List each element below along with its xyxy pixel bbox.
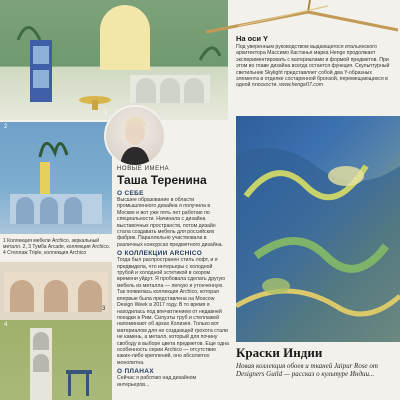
plans-heading: О ПЛАНАХ [117, 368, 154, 376]
portrait-illustration [106, 107, 164, 165]
photo-arcade-shelf [0, 262, 112, 320]
arcade-tumba-illustration [0, 122, 112, 234]
fabric-illustration [236, 116, 400, 342]
photo-number-2: 2 [4, 124, 8, 130]
feature-subheading: Новая коллекция обоев и тканей Jaipur Rose от Designers Guild — рассказ о культуре Индии... [236, 362, 378, 378]
arches-illustration [0, 262, 112, 320]
skylight-lamp-photo [198, 0, 400, 38]
photo-number-4: 4 [4, 322, 8, 328]
collection-heading: О КОЛЛЕКЦИИ ARCHICO [117, 250, 203, 258]
section-kicker: НОВЫЕ ИМЕНА [117, 166, 170, 172]
profile-body [117, 190, 229, 388]
henge-link[interactable]: www.henge07.com [279, 82, 324, 89]
jaipur-rose-fabric-photo [236, 116, 400, 342]
plans-text: Сейчас я работаю над дизайном интерьеров... [117, 375, 197, 388]
photo-number-1: 1 [104, 110, 108, 116]
lamp-illustration [198, 0, 400, 38]
designer-portrait [104, 105, 166, 167]
triple-shelving-illustration [0, 320, 112, 400]
photo-number-3: 3 [102, 306, 106, 312]
about-text: Высшее образование в области промышленного дизайна я получила в Москве и вот уже пять лет работаю по специальности. Начинала с дизайна выставочных пространств, потом дизайн стала создавать мебель для российских фабрик. Параллельно участвовала в различных конкурсах предметного дизайна. [117, 197, 223, 248]
right-article-body [236, 44, 396, 89]
archico-scene-illustration [0, 0, 228, 120]
about-heading: О СЕБЕ [117, 190, 144, 197]
photo-legend: 1 Коллекция мебели Archico, зеркальный металл. 2, 3 Тумба Arcade, коллекция Archico. 4 Стеллаж Triple, коллекция Archico [3, 238, 111, 256]
collection-text: Тогда был распространен стиль лофт, и я предвидела, что интерьеры с холодной трубой и холодной эстетикой в скором времени уйдут. Я пробовала сделать другую мебель из металла — легкую и утонченную. Так появилась коллекция Archico, которая впервые была представлена на Moscow Design Week в 2017 году. В то время я находилась под впечатлением от недавней поездки в Рим. Силуэты труб и стеллажей напоминают об арках Колизея. Только вот материалом для не создающей грохота стали не камень, а металл, который для почину свободу в выборе цвета предметов. Еще одна особенность серии Archico — отсутствие каких-либо креплений, оно абсолютно монолитна. [117, 257, 229, 366]
right-article-heading: На оси Y [236, 34, 269, 43]
designer-name: Таша Теренина [117, 173, 207, 187]
photo-archico-collection [0, 0, 228, 120]
feature-heading: Краски Индии [236, 345, 323, 360]
photo-triple-shelving [0, 320, 112, 400]
right-article-text: Под уверенным руководством выдающегося итальянского архитектора Массимо Кастанья марка Henge продолжает экспериментировать с материалами и формой предметов. При этом во главе дизайна всегда остается функция. Скульптурный светильник Skylight представляет собой два Y-образных элемента в отделке состаренной бронзой, перемещающихся в одной плоскости. [236, 44, 390, 89]
photo-arcade-tumba [0, 122, 112, 234]
